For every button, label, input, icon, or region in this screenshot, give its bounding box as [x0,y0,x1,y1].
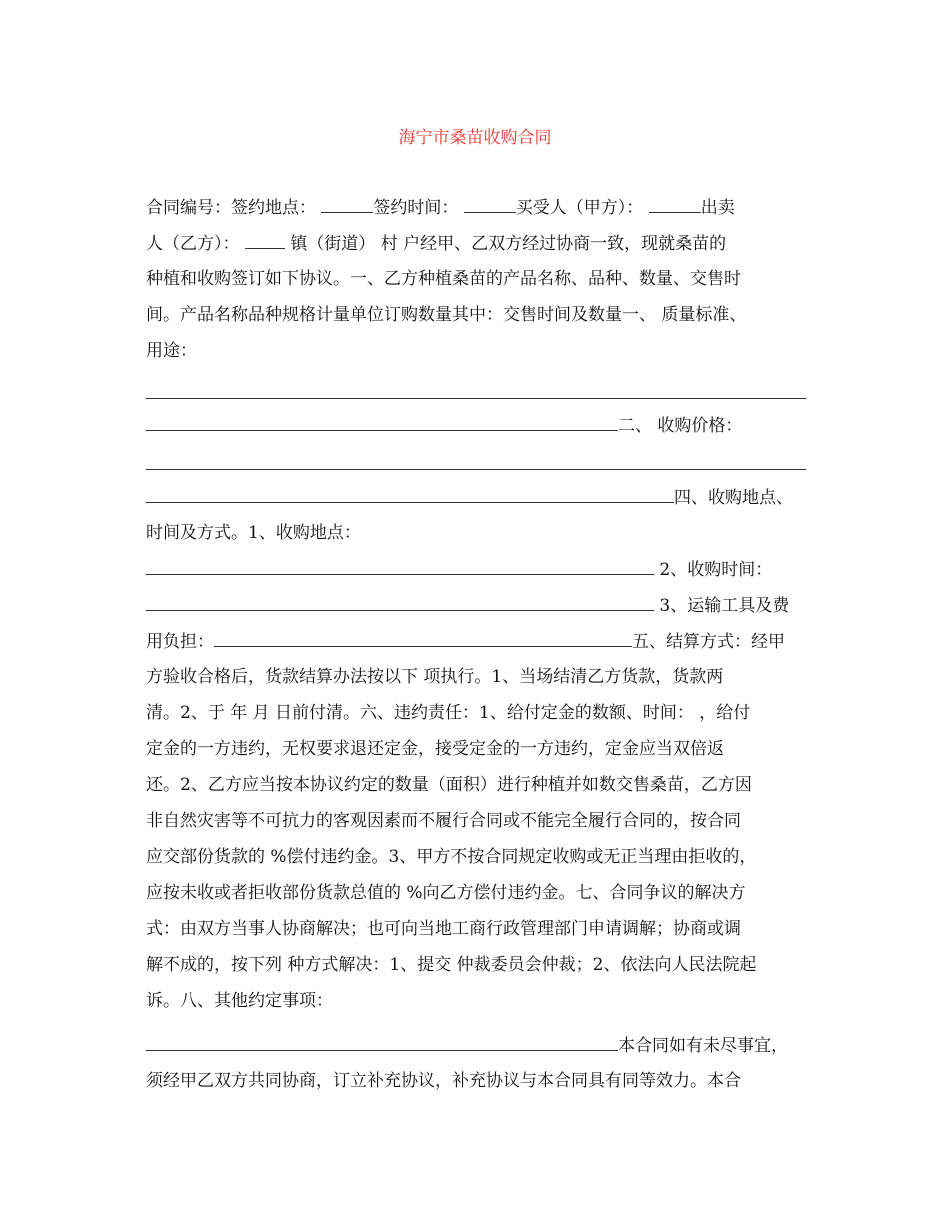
text-line: 时间及方式。1、收购地点： [146,523,361,543]
text-line: 式：由双方当事人协商解决；也可向当地工商行政管理部门申请调解；协商或调 [146,919,741,939]
text-line: 应按未收或者拒收部份货款总值的 %向乙方偿付违约金。七、合同争议的解决方 [146,883,746,903]
text-line [146,628,785,654]
text-segment: 出卖 [700,198,735,218]
blank-field [649,194,701,213]
text-segment: 2、收购时间： [659,560,773,580]
text-segment: 用负担： [146,632,214,652]
text-line [146,1032,788,1058]
text-line: 间。产品名称品种规格计量单位订购数量其中：交售时间及数量一、 质量标准、 [146,305,747,325]
text-line: 非自然灾害等不可抗力的客观因素而不履行合同或不能完全履行合同的，按合同 [146,811,741,831]
blank-field [146,1032,618,1051]
text-line: 还。2、乙方应当按本协议约定的数量（面积）进行种植并如数交售桑苗，乙方因 [146,775,752,795]
text-segment: 合同编号：签约地点： [146,198,316,218]
text-line [146,230,726,256]
text-segment: 人（乙方）： [146,234,240,254]
blank-field [321,194,373,213]
text-segment: 五、结算方式：经甲 [632,632,785,652]
text-line: 须经甲乙双方共同协商，订立补充协议，补充协议与本合同具有同等效力。本合 [146,1071,741,1091]
blank-field [214,628,632,647]
text-line: 定金的一方违约，无权要求退还定金，接受定金的一方违约，定金应当双倍返 [146,739,724,759]
text-segment: 二、 收购价格： [618,416,743,436]
blank-line [146,469,806,470]
text-line [146,412,806,438]
text-line: 清。2、于 年 月 日前付清。六、违约责任：1、给付定金的数额、时间： ，给付 [146,703,751,723]
text-line [146,194,735,220]
text-line [146,592,789,618]
text-segment: 签约时间： [373,198,459,218]
text-segment: 本合同如有未尽事宜， [618,1036,788,1056]
blank-line [146,398,806,399]
text-line [146,484,793,510]
blank-field [464,194,516,213]
text-line: 应交部份货款的 %偿付违约金。3、甲方不按合同规定收购或无正当理由拒收的， [146,847,757,867]
text-segment: 买受人（甲方）： [515,198,644,218]
blank-field [146,484,674,503]
blank-field [245,230,285,249]
text-line: 种植和收购签订如下协议。一、乙方种植桑苗的产品名称、品种、数量、交售时 [146,269,741,289]
text-line: 方验收合格后，货款结算办法按以下 项执行。1、当场结清乙方货款，货款两 [146,667,724,687]
blank-field [146,412,618,431]
text-line: 诉。八、其他约定事项： [146,991,333,1011]
text-line [146,556,772,582]
text-segment: 镇（街道） 村 户经甲、乙双方经过协商一致，现就桑苗的 [290,234,727,254]
blank-field [146,556,654,575]
text-line: 用途： [146,341,197,361]
document-title: 海宁市桑苗收购合同 [398,128,552,148]
blank-field [146,592,654,611]
text-line: 解不成的，按下列 种方式解决：1、提交 仲裁委员会仲裁；2、依法向人民法院起 [146,955,757,975]
text-segment: 3、运输工具及费 [659,596,790,616]
text-segment: 四、收购地点、 [674,488,793,508]
